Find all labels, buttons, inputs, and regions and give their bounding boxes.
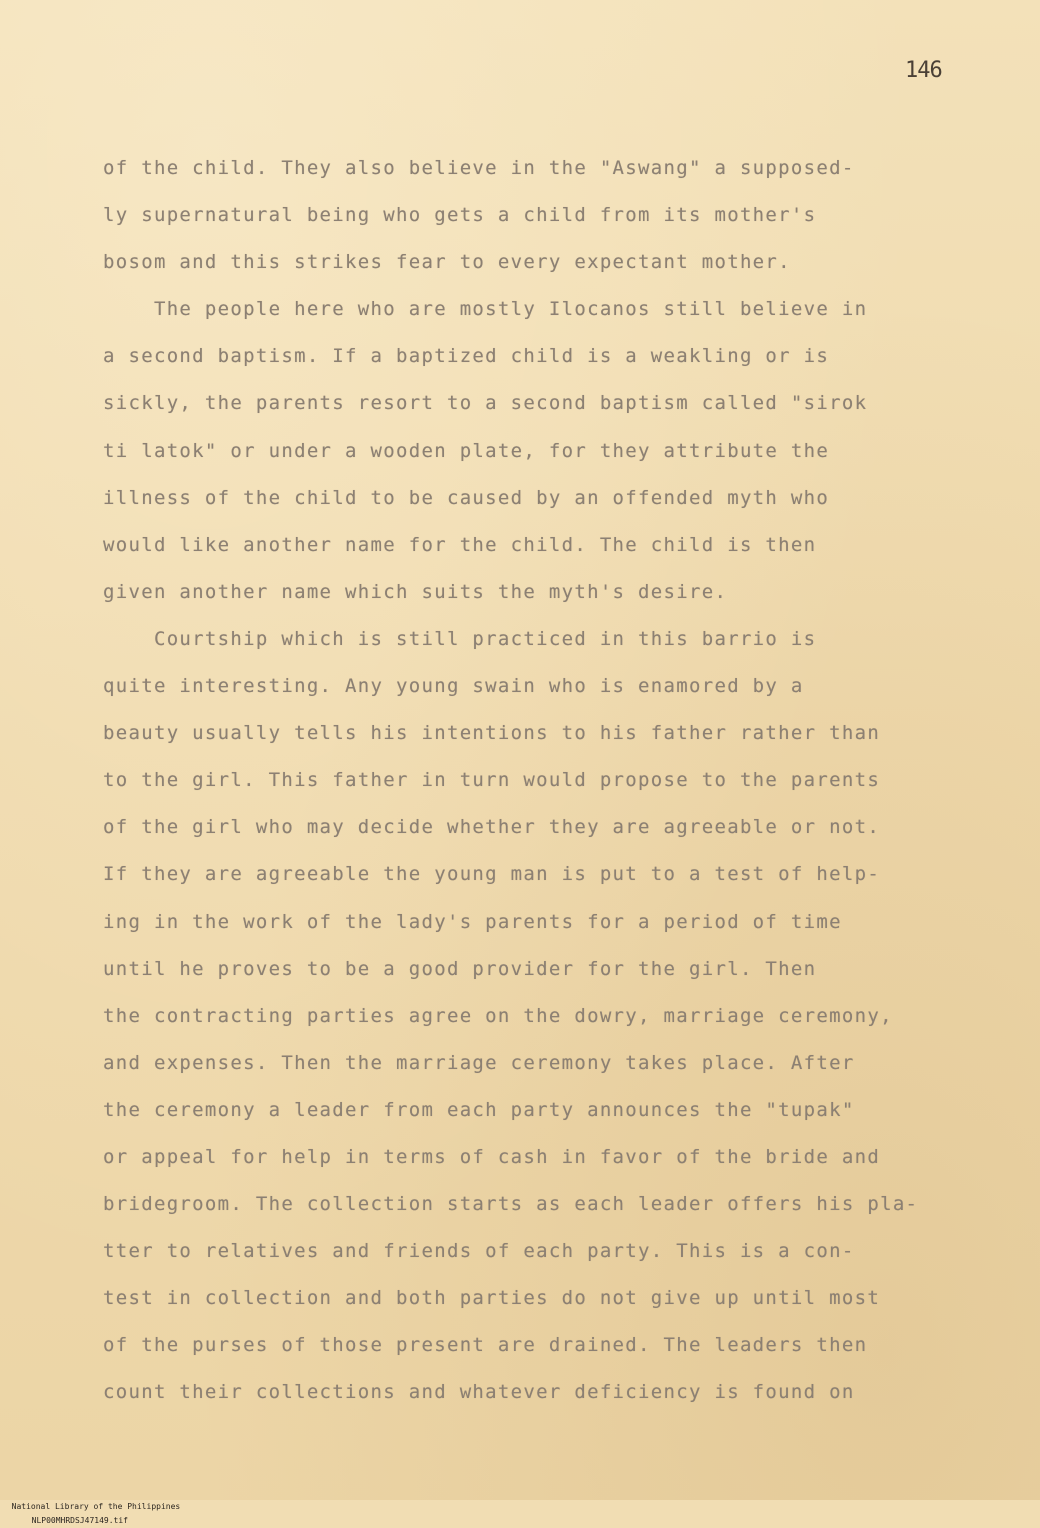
text-line: ly supernatural being who gets a child from its mother's (103, 204, 817, 227)
text-line: The people here who are mostly Ilocanos still believe in (103, 298, 868, 321)
text-line: ing in the work of the lady's parents for a period of time (103, 910, 842, 933)
text-line: until he proves to be a good provider for the girl. Then (103, 957, 817, 980)
text-line: illness of the child to be caused by an offended myth who (103, 486, 830, 509)
library-credit: National Library of the Philippines (11, 1502, 181, 1511)
text-line: of the purses of those present are drained. The leaders then (103, 1334, 868, 1357)
text-line: If they are agreeable the young man is put to a test of help- (103, 863, 881, 886)
text-line: beauty usually tells his intentions to his father rather than (103, 722, 881, 745)
text-line: bosom and this strikes fear to every expectant mother. (103, 251, 791, 274)
text-line: sickly, the parents resort to a second baptism called "sirok (103, 392, 868, 415)
text-line: quite interesting. Any young swain who is enamored by a (103, 675, 804, 698)
scan-footer (0, 1486, 1040, 1525)
page-number: 146 (905, 58, 942, 83)
text-line: Courtship which is still practiced in this barrio is (103, 627, 817, 650)
text-line: or appeal for help in terms of cash in favor of the bride and (103, 1145, 881, 1168)
text-line: and expenses. Then the marriage ceremony takes place. After (103, 1051, 855, 1074)
text-line: of the girl who may decide whether they are agreeable or not. (103, 816, 881, 839)
text-line: the contracting parties agree on the dowry, marriage ceremony, (103, 1004, 893, 1027)
text-line: to the girl. This father in turn would propose to the parents (103, 769, 881, 792)
text-line: the ceremony a leader from each party announces the "tupak" (103, 1098, 855, 1121)
text-line: given another name which suits the myth's desire. (103, 580, 728, 603)
text-line: ti latok" or under a wooden plate, for they attribute the (103, 439, 830, 462)
text-line: would like another name for the child. The child is then (103, 533, 817, 556)
text-line: of the child. They also believe in the "Aswang" a supposed- (103, 157, 855, 179)
text-line: tter to relatives and friends of each party. This is a con- (103, 1240, 855, 1263)
text-line: count their collections and whatever deficiency is found on (103, 1381, 855, 1404)
text-line: bridegroom. The collection starts as each leader offers his pla- (103, 1193, 919, 1216)
typed-text-body (103, 148, 1003, 1420)
text-line: a second baptism. If a baptized child is a weakling or is (103, 345, 830, 368)
scan-filename: NLP00MHRDSJ47149.tif (31, 1516, 128, 1525)
text-line: test in collection and both parties do not give up until most (103, 1287, 881, 1310)
